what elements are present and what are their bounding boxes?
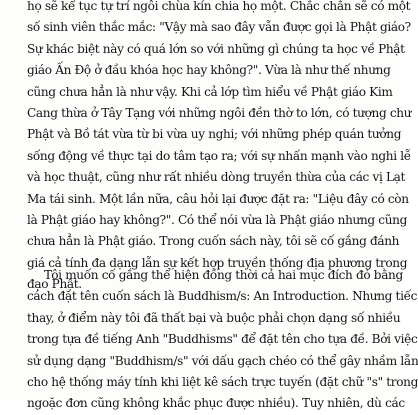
text-line: là Phật giáo hay không?". Có thể nói vừa là Phật giáo nhưng cũng — [27, 212, 407, 227]
text-line: thay, ở điểm này tôi đã thất bại và buộc phải chọn dạng số nhiều — [27, 310, 401, 325]
text-line: cách đặt tên cuốn sách là Buddhism/s: An Introduction. Nhưng tiếc — [27, 289, 418, 304]
text-line: Tôi muốn cố gắng thể hiện đồng thời cả hai mục đích đó bằng — [44, 268, 403, 282]
paragraph-1 — [27, 0, 412, 295]
text-line: trong tựa đề tiếng Anh "Buddhisms" để đặt tên cho tựa đề. Bởi việc — [27, 332, 418, 347]
text-line: số sinh viên thắc mắc: "Vậy mà sao đây vẫn được gọi là Phật giáo? — [27, 20, 411, 35]
text-line: sống động về thực tại do tâm tạo ra; với sự nhấn mạnh vào nghi lễ — [27, 148, 411, 163]
text-line: sử dụng dạng "Buddhism/s" với dấu gạch chéo có thể gây nhầm lẫn — [27, 353, 418, 368]
paragraph-2 — [27, 265, 418, 415]
text-line: Phật và Bồ tát vừa từ bi vừa uy nghi; với những phép quán tưởng — [27, 127, 402, 142]
text-line: chưa hẳn là Phật giáo. Trong cuốn sách này, tôi sẽ cố gắng đánh — [27, 234, 400, 249]
text-line: giáo Ấn Độ ở đầu khóa học hay không?". Vừa là như thế nhưng — [27, 63, 391, 78]
text-line: Ma tái sinh. Một lần nữa, câu hỏi lại được đặt ra: "Liệu đây có còn — [27, 191, 409, 206]
text-line: đạo Phật. — [27, 277, 82, 292]
text-line: Sự khác biệt này có quá lớn so với những gì chúng ta học về Phật — [27, 41, 405, 56]
text-line: Cang thừa ở Tây Tạng với những ngôi đền thờ to lớn, có tượng chư — [27, 105, 412, 120]
text-line: và học thuật, cũng như rất nhiều dòng truyền thừa của các vị Lạt — [27, 170, 406, 185]
text-line: họ sẽ kể tục tự trí ngôi chùa kín chia họ một. Chắc chắn sẽ có một — [27, 0, 411, 13]
text-line: giá cả tính đa dạng lẫn sự kết hợp truyền thống địa phương trong — [27, 255, 408, 270]
text-line: ngoặc đơn cũng không khắc phục được nhiều). Tuy nhiên, dù các — [27, 396, 405, 411]
text-line: cho hệ thống máy tính khi liệt kê sách trực tuyến (đặt chữ "s" trong — [27, 374, 418, 389]
text-line: cũng chưa hẳn là như vậy. Khi cả lớp tìm hiểu về Phật giáo Kim — [27, 84, 393, 99]
